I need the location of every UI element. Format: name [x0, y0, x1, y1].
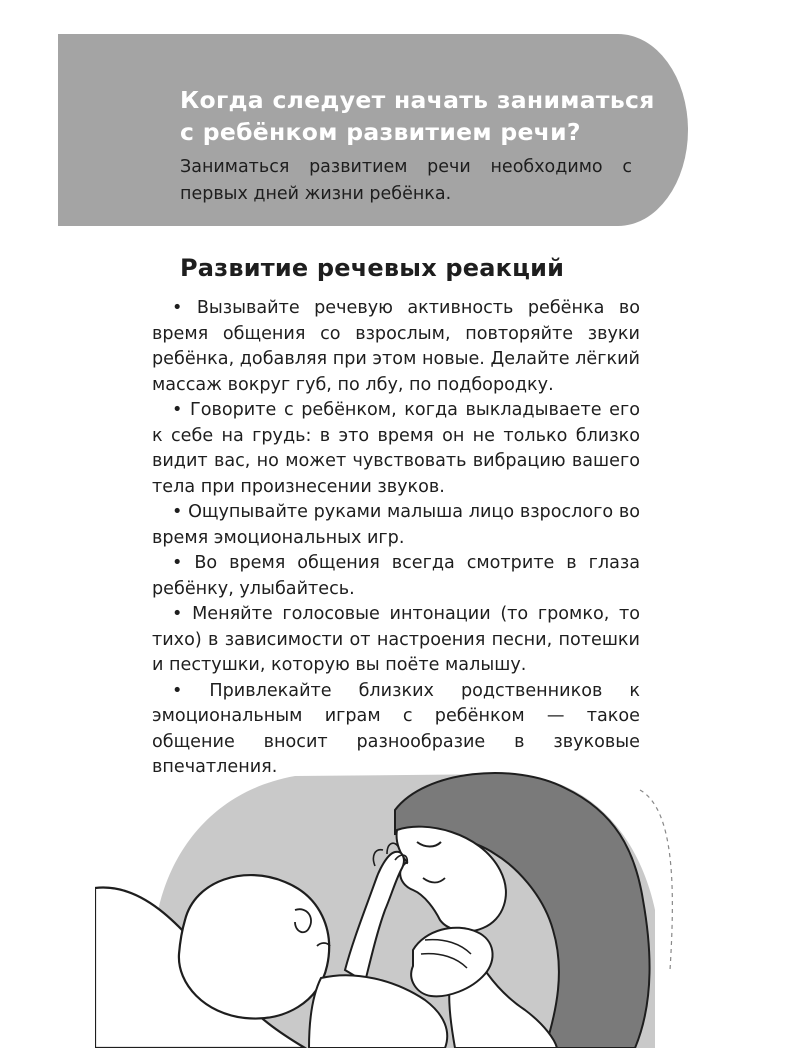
- bullet-item: • Вызывайте речевую активность ребёнка во время общения со взрослым, повторяйте звуки ребёнка, добавляя при этом новые. Делайте лёгкий массаж вокруг губ, по лбу, по подбородку.: [152, 296, 640, 398]
- section-title: Развитие речевых реакций: [180, 254, 565, 282]
- bullet-item: • Ощупывайте руками малыша лицо взрослого во время эмоциональных игр.: [152, 500, 640, 551]
- bullet-item: • Говорите с ребёнком, когда выкладываете его к себе на грудь: в это время он не только близко видит вас, но может чувствовать вибрацию вашего тела при произнесении звуков.: [152, 398, 640, 500]
- bullet-item: • Привлекайте близких родственников к эмоциональным играм с ребёнком — такое общение вносит разнообразие в звуковые впечатления.: [152, 679, 640, 781]
- bullet-item: • Во время общения всегда смотрите в глаза ребёнку, улыбайтесь.: [152, 551, 640, 602]
- mother-baby-illustration: [95, 770, 785, 1048]
- bullet-item: • Меняйте голосовые интонации (то громко, то тихо) в зависимости от настроения песни, потешки и пестушки, которую вы поёте малышу.: [152, 602, 640, 679]
- baby-head: [179, 875, 329, 1018]
- header-question: Когда следует начать заниматься с ребёнком развитием речи?: [180, 86, 655, 146]
- header-answer: Заниматься развитием речи необходимо с первых дней жизни ребёнка.: [180, 157, 632, 204]
- bullet-list: [152, 296, 640, 781]
